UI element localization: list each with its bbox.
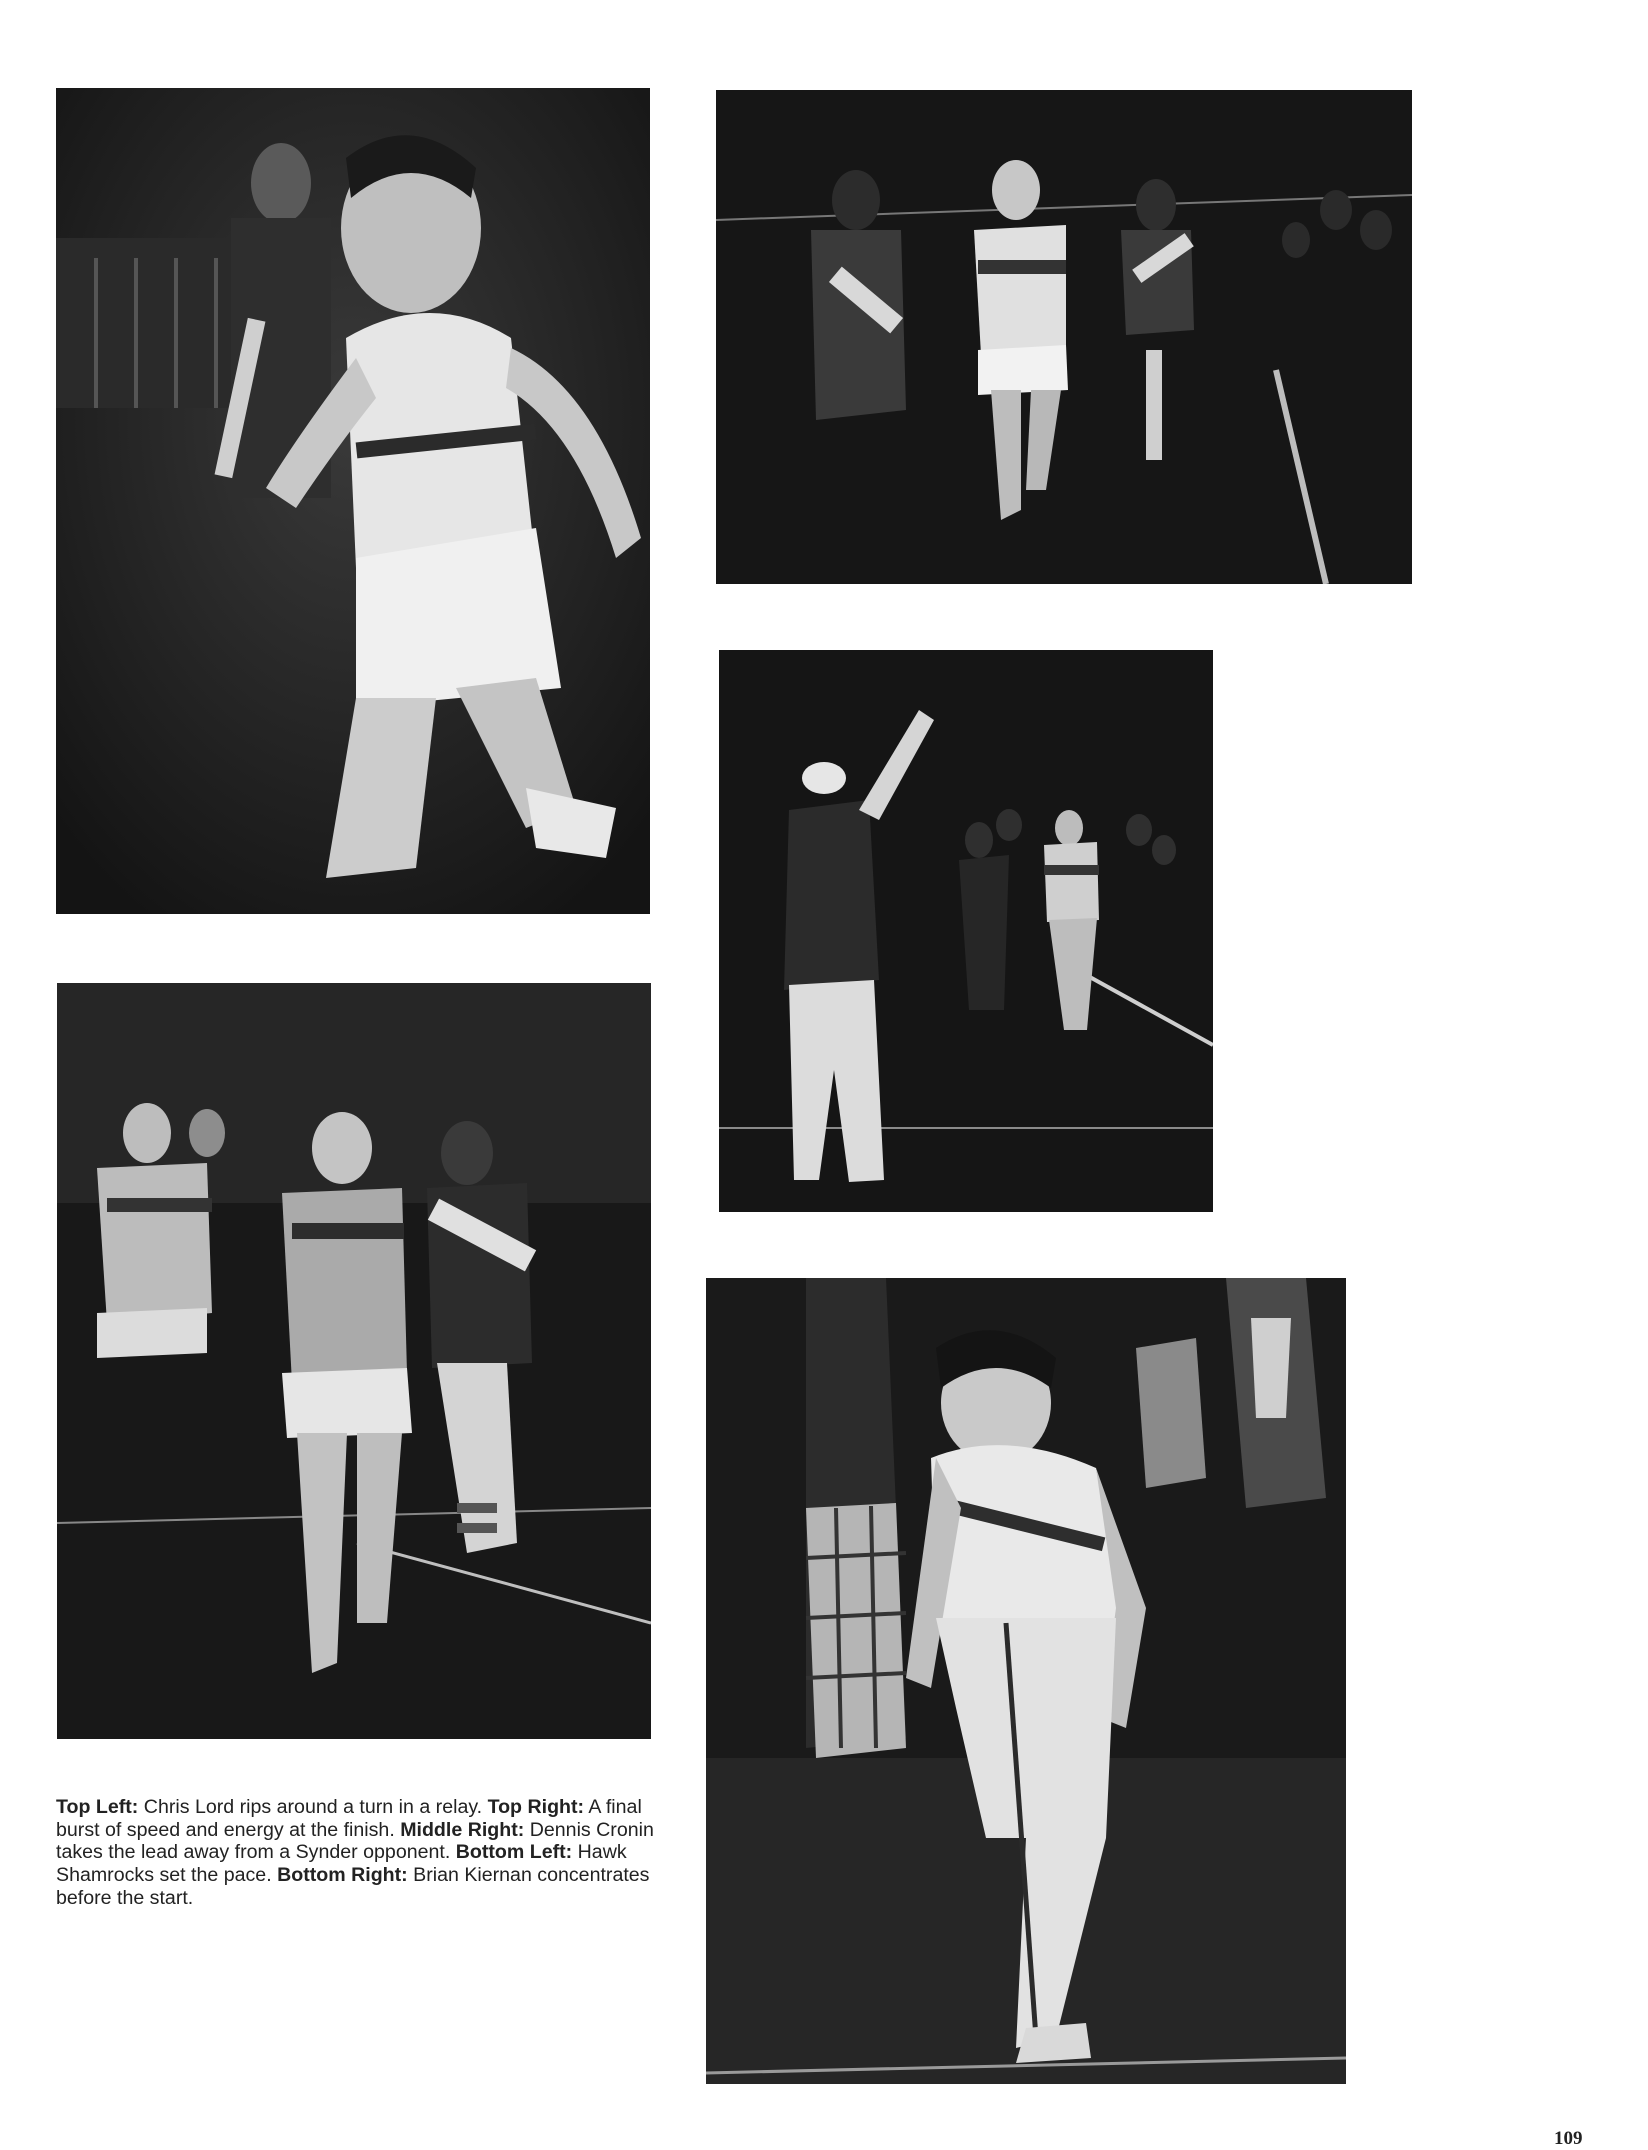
photo-top-right xyxy=(716,90,1412,584)
official-signaling-photo xyxy=(719,650,1213,1212)
photo-bottom-right xyxy=(706,1278,1346,2084)
photo-top-left xyxy=(56,88,650,914)
relay-runner-photo xyxy=(56,88,650,914)
caption-label-bottom-left: Bottom Left: xyxy=(455,1841,573,1864)
caption-text-bottom-right: Brian Kiernan concentrates before the start. xyxy=(56,1864,650,1909)
caption-label-bottom-right: Bottom Right: xyxy=(277,1864,408,1887)
photo-caption xyxy=(56,1796,666,1910)
photo-bottom-left xyxy=(57,983,651,1739)
runner-concentrating-photo xyxy=(706,1278,1346,2084)
caption-text-top-right: A final burst of speed and energy at the finish. xyxy=(56,1796,642,1841)
pack-of-runners-photo xyxy=(57,983,651,1739)
caption-text-top-left: Chris Lord rips around a turn in a relay. xyxy=(138,1796,488,1818)
caption-label-top-left: Top Left: xyxy=(56,1796,139,1818)
finish-line-photo xyxy=(716,90,1412,584)
caption-label-top-right: Top Right: xyxy=(487,1796,585,1818)
page-number: 109 xyxy=(1554,2128,1583,2149)
caption-label-middle-right: Middle Right: xyxy=(400,1818,525,1841)
photo-middle-right xyxy=(719,650,1213,1212)
caption-text-bottom-left: Hawk Shamrocks set the pace. xyxy=(56,1841,627,1887)
caption-text-middle-right: Dennis Cronin takes the lead away from a Synder opponent. xyxy=(56,1818,654,1864)
